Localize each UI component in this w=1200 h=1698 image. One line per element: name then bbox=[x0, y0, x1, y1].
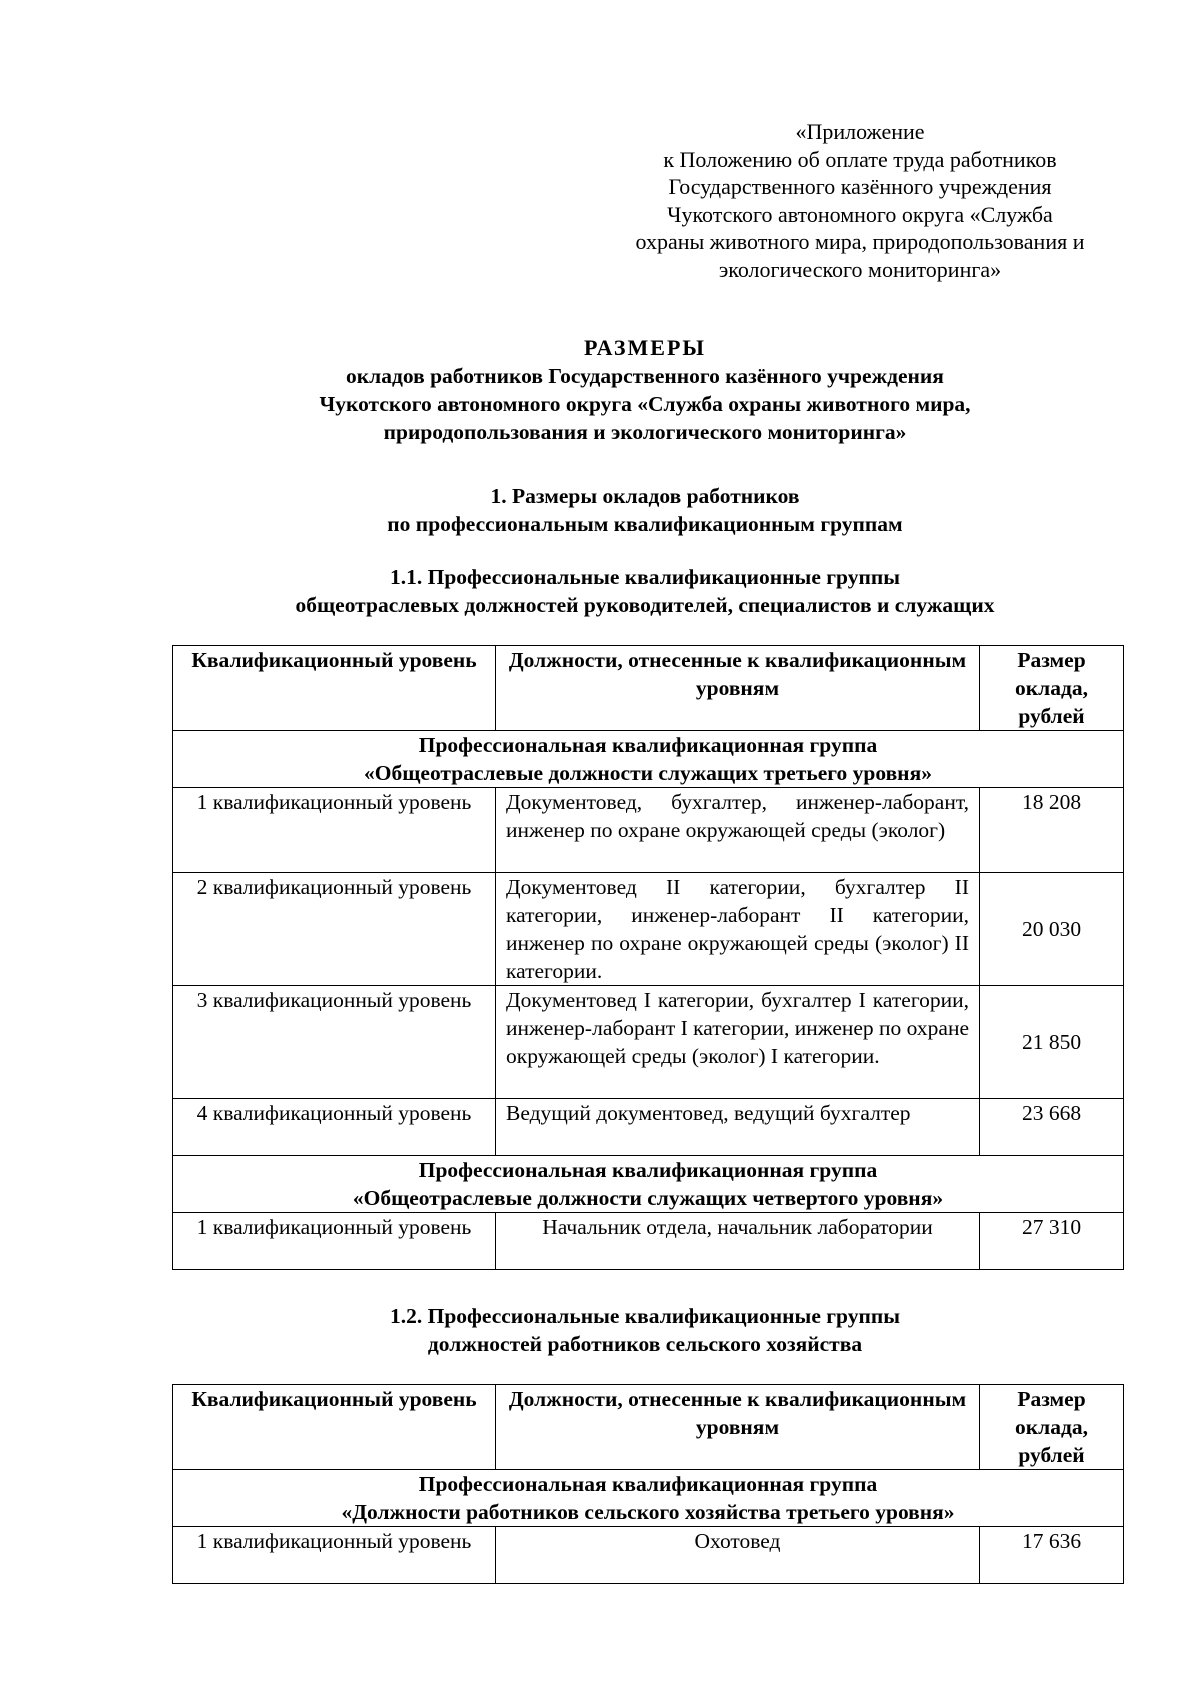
group-row bbox=[173, 1156, 1124, 1213]
salary-table-1-1 bbox=[172, 645, 1124, 1270]
header-level: Квалификационный уровень bbox=[173, 646, 496, 731]
cell-salary: 20 030 bbox=[980, 873, 1124, 986]
header-salary: Размер оклада, рублей bbox=[980, 646, 1124, 731]
section-1-1-line: 1.1. Профессиональные квалификационные группы bbox=[389, 565, 901, 589]
section-1-2-line: должностей работников сельского хозяйства bbox=[427, 1332, 863, 1356]
cell-level: 1 квалификационный уровень bbox=[173, 1213, 496, 1270]
group-title-line: «Общеотраслевые должности служащих четвертого уровня» bbox=[352, 1186, 944, 1210]
appendix-line: экологического мониторинга» bbox=[718, 256, 1002, 282]
cell-positions: Охотовед bbox=[496, 1527, 980, 1584]
cell-salary: 21 850 bbox=[980, 986, 1124, 1099]
group-title bbox=[173, 731, 1124, 788]
cell-level: 4 квалификационный уровень bbox=[173, 1099, 496, 1156]
group-title-line: «Общеотраслевые должности служащих третьего уровня» bbox=[364, 761, 932, 785]
appendix-line: Чукотского автономного округа «Служба bbox=[667, 201, 1053, 227]
document-title-line: природопользования и экологического мониторинга» bbox=[383, 420, 907, 444]
cell-salary: 23 668 bbox=[980, 1099, 1124, 1156]
cell-positions: Документовед II категории, бухгалтер II категории, инженер-лаборант II категории, инженер по охране окружающей среды (эколог) II категории. bbox=[496, 873, 980, 986]
header-positions: Должности, отнесенные к квалификационным уровням bbox=[496, 646, 980, 731]
table-row bbox=[173, 1527, 1124, 1584]
section-1-1-heading bbox=[170, 563, 1120, 619]
table-header-row bbox=[173, 1385, 1124, 1470]
table-row bbox=[173, 986, 1124, 1099]
salary-table-1-2 bbox=[172, 1384, 1124, 1584]
cell-positions: Начальник отдела, начальник лаборатории bbox=[496, 1213, 980, 1270]
section-1-2-line: 1.2. Профессиональные квалификационные группы bbox=[389, 1304, 901, 1328]
section-1-2-heading bbox=[170, 1302, 1120, 1358]
cell-positions: Документовед, бухгалтер, инженер-лаборант, инженер по охране окружающей среды (эколог) bbox=[496, 788, 980, 873]
cell-positions: Ведущий документовед, ведущий бухгалтер bbox=[496, 1099, 980, 1156]
group-title bbox=[173, 1156, 1124, 1213]
table-header-row bbox=[173, 646, 1124, 731]
table-row bbox=[173, 788, 1124, 873]
section-1-heading bbox=[170, 482, 1120, 538]
document-title bbox=[170, 334, 1120, 446]
cell-salary: 18 208 bbox=[980, 788, 1124, 873]
appendix-line: охраны животного мира, природопользования и bbox=[635, 229, 1085, 254]
group-row bbox=[173, 1470, 1124, 1527]
group-title-line: Профессиональная квалификационная группа bbox=[418, 733, 878, 757]
section-1-1-line: общеотраслевых должностей руководителей, специалистов и служащих bbox=[295, 593, 995, 617]
header-level: Квалификационный уровень bbox=[173, 1385, 496, 1470]
cell-level: 2 квалификационный уровень bbox=[173, 873, 496, 986]
appendix-line: к Положению об оплате труда работников bbox=[663, 146, 1057, 172]
appendix-line: «Приложение bbox=[795, 119, 925, 144]
group-title-line: Профессиональная квалификационная группа bbox=[418, 1158, 878, 1182]
header-salary: Размер оклада, рублей bbox=[980, 1385, 1124, 1470]
group-title-line: Профессиональная квалификационная группа bbox=[418, 1472, 878, 1496]
section-1-line: 1. Размеры окладов работников bbox=[490, 484, 800, 508]
header-positions: Должности, отнесенные к квалификационным уровням bbox=[496, 1385, 980, 1470]
table-row bbox=[173, 1099, 1124, 1156]
document-title-main: РАЗМЕРЫ bbox=[583, 335, 707, 360]
group-title bbox=[173, 1470, 1124, 1527]
document-title-line: Чукотского автономного округа «Служба охраны животного мира, bbox=[319, 392, 971, 416]
group-row bbox=[173, 731, 1124, 788]
table-row bbox=[173, 873, 1124, 986]
section-1-line: по профессиональным квалификационным группам bbox=[387, 512, 903, 536]
table-row bbox=[173, 1213, 1124, 1270]
appendix-header bbox=[600, 118, 1120, 283]
cell-level: 1 квалификационный уровень bbox=[173, 788, 496, 873]
appendix-line: Государственного казённого учреждения bbox=[668, 174, 1052, 199]
cell-positions: Документовед I категории, бухгалтер I категории, инженер-лаборант I категории, инженер по охране окружающей среды (эколог) I категории. bbox=[496, 986, 980, 1099]
document-title-line: окладов работников Государственного казённого учреждения bbox=[346, 364, 944, 388]
cell-salary: 27 310 bbox=[980, 1213, 1124, 1270]
cell-level: 1 квалификационный уровень bbox=[173, 1527, 496, 1584]
cell-salary: 17 636 bbox=[980, 1527, 1124, 1584]
cell-level: 3 квалификационный уровень bbox=[173, 986, 496, 1099]
group-title-line: «Должности работников сельского хозяйства третьего уровня» bbox=[341, 1500, 955, 1524]
